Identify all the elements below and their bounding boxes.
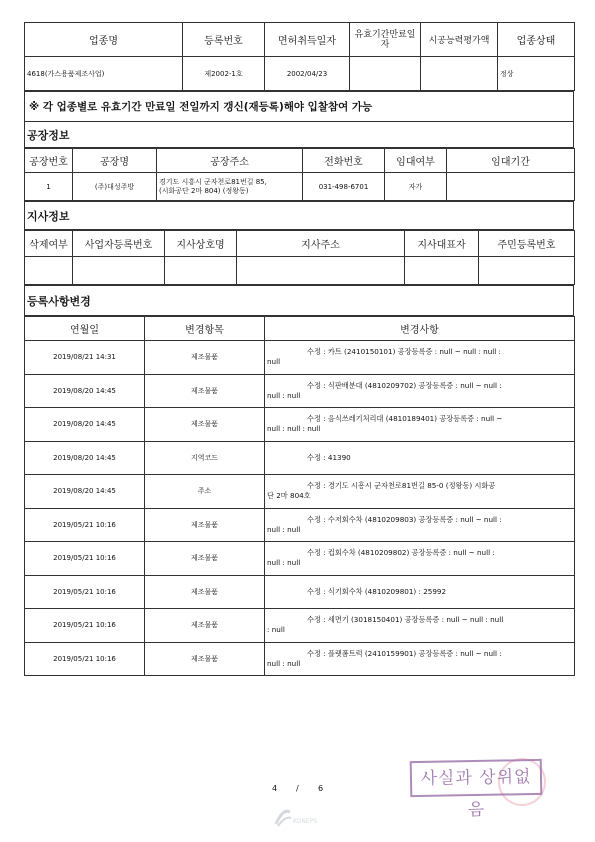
branch-cell <box>479 257 575 285</box>
header-factory-name: 공장명 <box>73 149 157 173</box>
change-date: 2019/08/20 14:45 <box>25 408 145 442</box>
header-change-detail: 변경사항 <box>265 317 575 341</box>
branch-cell <box>73 257 165 285</box>
branch-cell <box>25 257 73 285</box>
registration-no: 제2002-1호 <box>183 57 265 91</box>
header-change-item: 변경항목 <box>145 317 265 341</box>
capability-value <box>421 57 498 91</box>
change-item: 제조물품 <box>145 542 265 576</box>
header-resident-no: 주민등록번호 <box>479 231 575 257</box>
factory-name: (주)대성주방 <box>73 173 157 201</box>
change-detail-line2: null : null <box>267 558 301 568</box>
change-date: 2019/05/21 10:16 <box>25 542 145 576</box>
branch-title-table <box>24 201 574 230</box>
branch-section-title: 지사정보 <box>25 202 574 230</box>
table-row <box>25 341 575 375</box>
change-date: 2019/05/21 10:16 <box>25 609 145 643</box>
header-delete-flag: 삭제여부 <box>25 231 73 257</box>
change-detail <box>265 441 575 475</box>
change-date: 2019/08/21 14:31 <box>25 341 145 375</box>
change-detail-line1: 수정 : 경기도 시흥시 군자천로81번길 85-0 (정왕동) 시화공 <box>307 481 496 491</box>
table-row <box>25 408 575 442</box>
branch-cell <box>165 257 237 285</box>
change-detail-line1: 수정 : 식기회수차 (4810209801) : 25992 <box>307 586 447 596</box>
factory-address-line2: (시화공단 2마 804) (정왕동) <box>159 186 249 195</box>
page-current: 4 <box>272 784 278 793</box>
change-detail-line1: 수정 : 세면기 (3018150401) 공장등록증 : null ~ null : null <box>307 615 504 625</box>
change-detail-line2: null : null : null <box>267 424 321 434</box>
header-industry-name: 업종명 <box>25 23 183 57</box>
table-row <box>25 475 575 509</box>
branch-cell <box>237 257 405 285</box>
table-row <box>25 441 575 475</box>
change-detail-line1: 수정 : 수저회수차 (4810209803) 공장등록증 : null ~ null : <box>307 514 502 524</box>
koneps-logo-icon <box>273 806 293 828</box>
header-business-reg-no: 사업자등록번호 <box>73 231 165 257</box>
change-date: 2019/05/21 10:16 <box>25 642 145 676</box>
change-detail-line1: 수정 : 음식쓰레기처리대 (4810189401) 공장등록증 : null ~ <box>307 414 503 424</box>
header-industry-status: 업종상태 <box>498 23 575 57</box>
changes-section-title: 등록사항변경 <box>25 286 574 316</box>
change-detail-line2: null <box>267 357 281 367</box>
change-detail-line1: 수정 : 식판배분대 (4810209702) 공장등록증 : null ~ null : <box>307 380 502 390</box>
factory-address-line1: 경기도 시흥시 군자천로81번길 85, <box>159 177 267 186</box>
change-date: 2019/05/21 10:16 <box>25 575 145 609</box>
header-branch-name: 지사상호명 <box>165 231 237 257</box>
branch-table <box>24 230 575 285</box>
header-change-date: 연월일 <box>25 317 145 341</box>
change-detail-line1: 수정 : 카트 (2410150101) 공장등록증 : null ~ null : null : <box>307 347 501 357</box>
change-detail <box>265 374 575 408</box>
certification-stamp: 사실과 상위없음 <box>410 759 543 797</box>
change-item: 제조물품 <box>145 408 265 442</box>
change-rows <box>25 341 575 676</box>
header-branch-rep: 지사대표자 <box>405 231 479 257</box>
changes-table <box>24 316 575 676</box>
koneps-logo <box>273 806 321 830</box>
factory-lease: 자가 <box>385 173 447 201</box>
table-row <box>25 542 575 576</box>
change-detail-line1: 수정 : 컵회수차 (4810209802) 공장등록증 : null ~ null : <box>307 548 495 558</box>
table-row <box>25 374 575 408</box>
change-detail-line2: 단 2마 804호 <box>267 491 311 501</box>
change-date: 2019/05/21 10:16 <box>25 508 145 542</box>
change-detail-line2: null : null <box>267 524 301 534</box>
change-detail <box>265 508 575 542</box>
page-total: 6 <box>318 784 324 793</box>
change-detail <box>265 542 575 576</box>
change-item: 제조물품 <box>145 609 265 643</box>
change-item: 제조물품 <box>145 508 265 542</box>
branch-cell <box>405 257 479 285</box>
header-lease: 임대여부 <box>385 149 447 173</box>
renewal-notice: ※ 각 업종별로 유효기간 만료일 전일까지 갱신(재등록)해야 입찰참여 가능 <box>25 92 574 122</box>
page-separator: / <box>296 784 299 793</box>
change-detail <box>265 642 575 676</box>
change-detail-line1: 수정 : 41390 <box>307 452 351 462</box>
header-registration-no: 등록번호 <box>183 23 265 57</box>
table-row <box>25 575 575 609</box>
header-capability-value: 시공능력평가액 <box>421 23 498 57</box>
change-detail <box>265 341 575 375</box>
expiry-date <box>350 57 421 91</box>
document-page <box>24 22 574 676</box>
table-row <box>25 642 575 676</box>
industry-status: 정상 <box>498 57 575 91</box>
factory-address <box>157 173 303 201</box>
change-detail <box>265 475 575 509</box>
change-date: 2019/08/20 14:45 <box>25 475 145 509</box>
change-detail-line2: null : null <box>267 390 301 400</box>
change-item: 제조물품 <box>145 642 265 676</box>
change-date: 2019/08/20 14:45 <box>25 374 145 408</box>
table-row <box>25 609 575 643</box>
factory-section-title: 공장정보 <box>25 122 574 148</box>
header-factory-address: 공장주소 <box>157 149 303 173</box>
change-detail-line1: 수정 : 플랫폼트럭 (2410159901) 공장등록증 : null ~ null : <box>307 648 502 658</box>
change-item: 제조물품 <box>145 341 265 375</box>
header-phone: 전화번호 <box>303 149 385 173</box>
header-branch-address: 지사주소 <box>237 231 405 257</box>
business-table <box>24 22 575 91</box>
factory-no: 1 <box>25 173 73 201</box>
header-lease-period: 임대기간 <box>447 149 575 173</box>
change-detail <box>265 408 575 442</box>
header-license-date: 면허취득일자 <box>265 23 350 57</box>
license-date: 2002/04/23 <box>265 57 350 91</box>
change-detail <box>265 609 575 643</box>
factory-table <box>24 148 575 201</box>
changes-title-table <box>24 285 574 316</box>
change-item: 지역코드 <box>145 441 265 475</box>
factory-lease-period <box>447 173 575 201</box>
factory-phone: 031-498-6701 <box>303 173 385 201</box>
header-expiry-date: 유효기간만료일자 <box>350 23 421 57</box>
industry-name: 4618(가스용품제조사업) <box>25 57 183 91</box>
table-row <box>25 508 575 542</box>
change-item: 제조물품 <box>145 374 265 408</box>
change-detail-line2: null : null <box>267 658 301 668</box>
notice-table <box>24 91 574 148</box>
koneps-logo-text: KONEPS <box>293 818 318 825</box>
change-item: 제조물품 <box>145 575 265 609</box>
change-detail-line2: : null <box>267 625 285 635</box>
change-detail <box>265 575 575 609</box>
header-factory-no: 공장번호 <box>25 149 73 173</box>
change-date: 2019/08/20 14:45 <box>25 441 145 475</box>
change-item: 주소 <box>145 475 265 509</box>
